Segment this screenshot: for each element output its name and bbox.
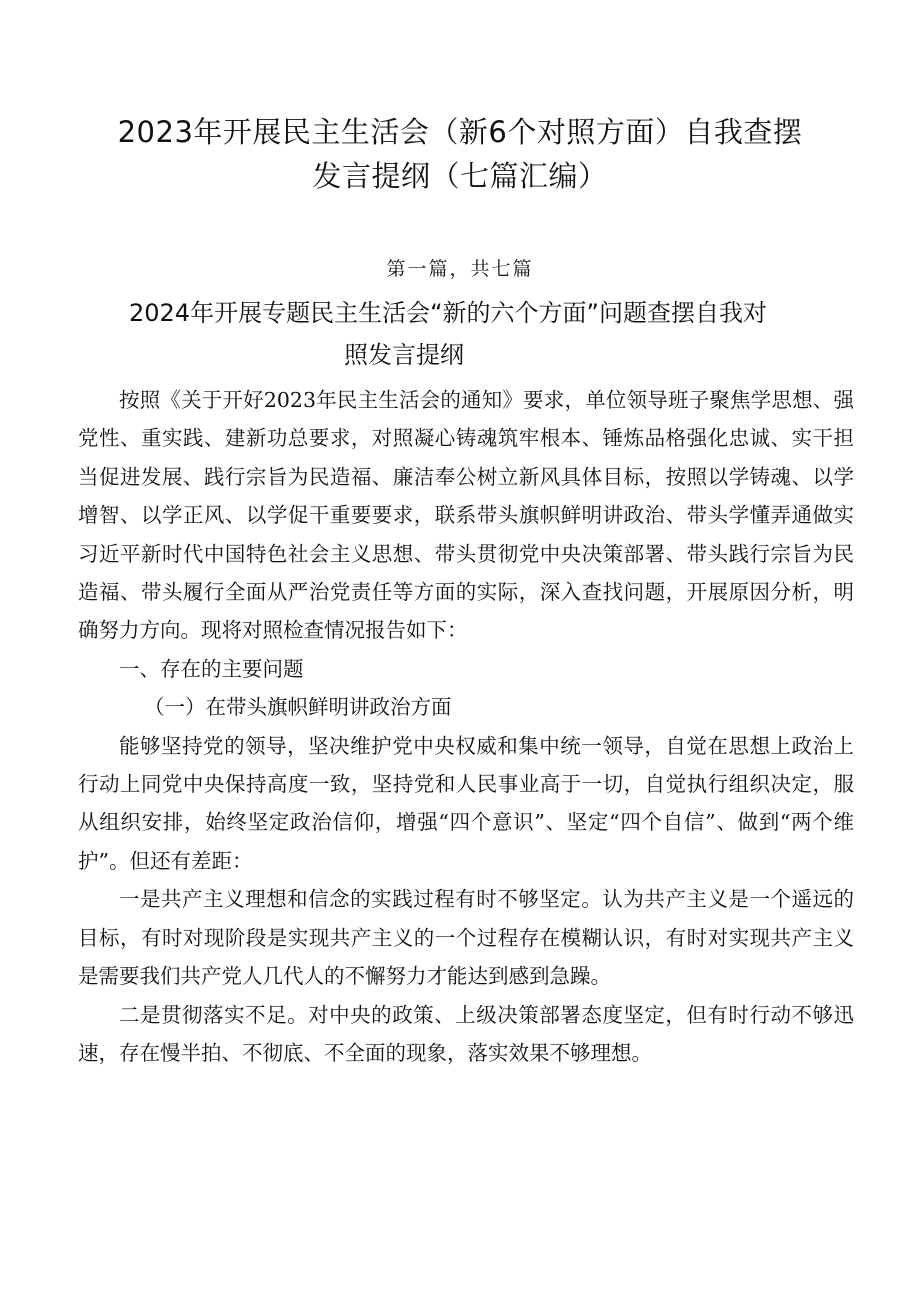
subtitle-line-2: 照发言提纲	[344, 341, 464, 369]
subtitle-line-1: 2024年开展专题民主生活会“新的六个方面”问题查摆自我对	[129, 299, 767, 327]
section-label: 第一篇，共七篇	[386, 258, 534, 280]
document-title-line-2: 发言提纲（七篇汇编）	[312, 159, 608, 193]
intro-paragraph: 按照《关于开好2023年民主生活会的通知》要求，单位领导班子聚焦学思想、强党性、重实践、建新功总要求，对照凝心铸魂筑牢根本、锤炼品格强化忠诚、实干担当促进发展、践行宗旨为民造福、廉洁奉公树立新风具体目标，按照以学铸魂、以学增智、以学正风、以学促干重要要求，联系带头旗帜鲜明讲政治、带头学懂弄通做实习近平新时代中国特色社会主义思想、带头贯彻党中央决策部署、带头践行宗旨为民造福、带头履行全面从严治党责任等方面的实际，深入查找问题，开展原因分析，明确努力方向。现将对照检查情况报告如下：	[78, 388, 854, 643]
document-body	[78, 381, 854, 1072]
subsection-heading: （一）在带头旗帜鲜明讲政治方面	[144, 695, 452, 720]
body-paragraph: 能够坚持党的领导，坚决维护党中央权威和集中统一领导，自觉在思想上政治上行动上同党中央保持高度一致，坚持党和人民事业高于一切，自觉执行组织决定，服从组织安排，始终坚定政治信仰，增强“四个意识”、坚定“四个自信”、做到“两个维护”。但还有差距：	[78, 733, 854, 873]
body-paragraph: 二是贯彻落实不足。对中央的政策、上级决策部署态度坚定，但有时行动不够迅速，存在慢半拍、不彻底、不全面的现象，落实效果不够理想。	[78, 1002, 854, 1065]
document-title-line-1: 2023年开展民主生活会（新6个对照方面）自我查摆	[117, 115, 803, 149]
section-heading: 一、存在的主要问题	[119, 656, 304, 681]
body-paragraph: 一是共产主义理想和信念的实践过程有时不够坚定。认为共产主义是一个遥远的目标，有时对现阶段是实现共产主义的一个过程存在模糊认识，有时对实现共产主义是需要我们共产党人几代人的不懈努力才能达到感到急躁。	[78, 887, 854, 989]
document-title	[60, 110, 860, 198]
